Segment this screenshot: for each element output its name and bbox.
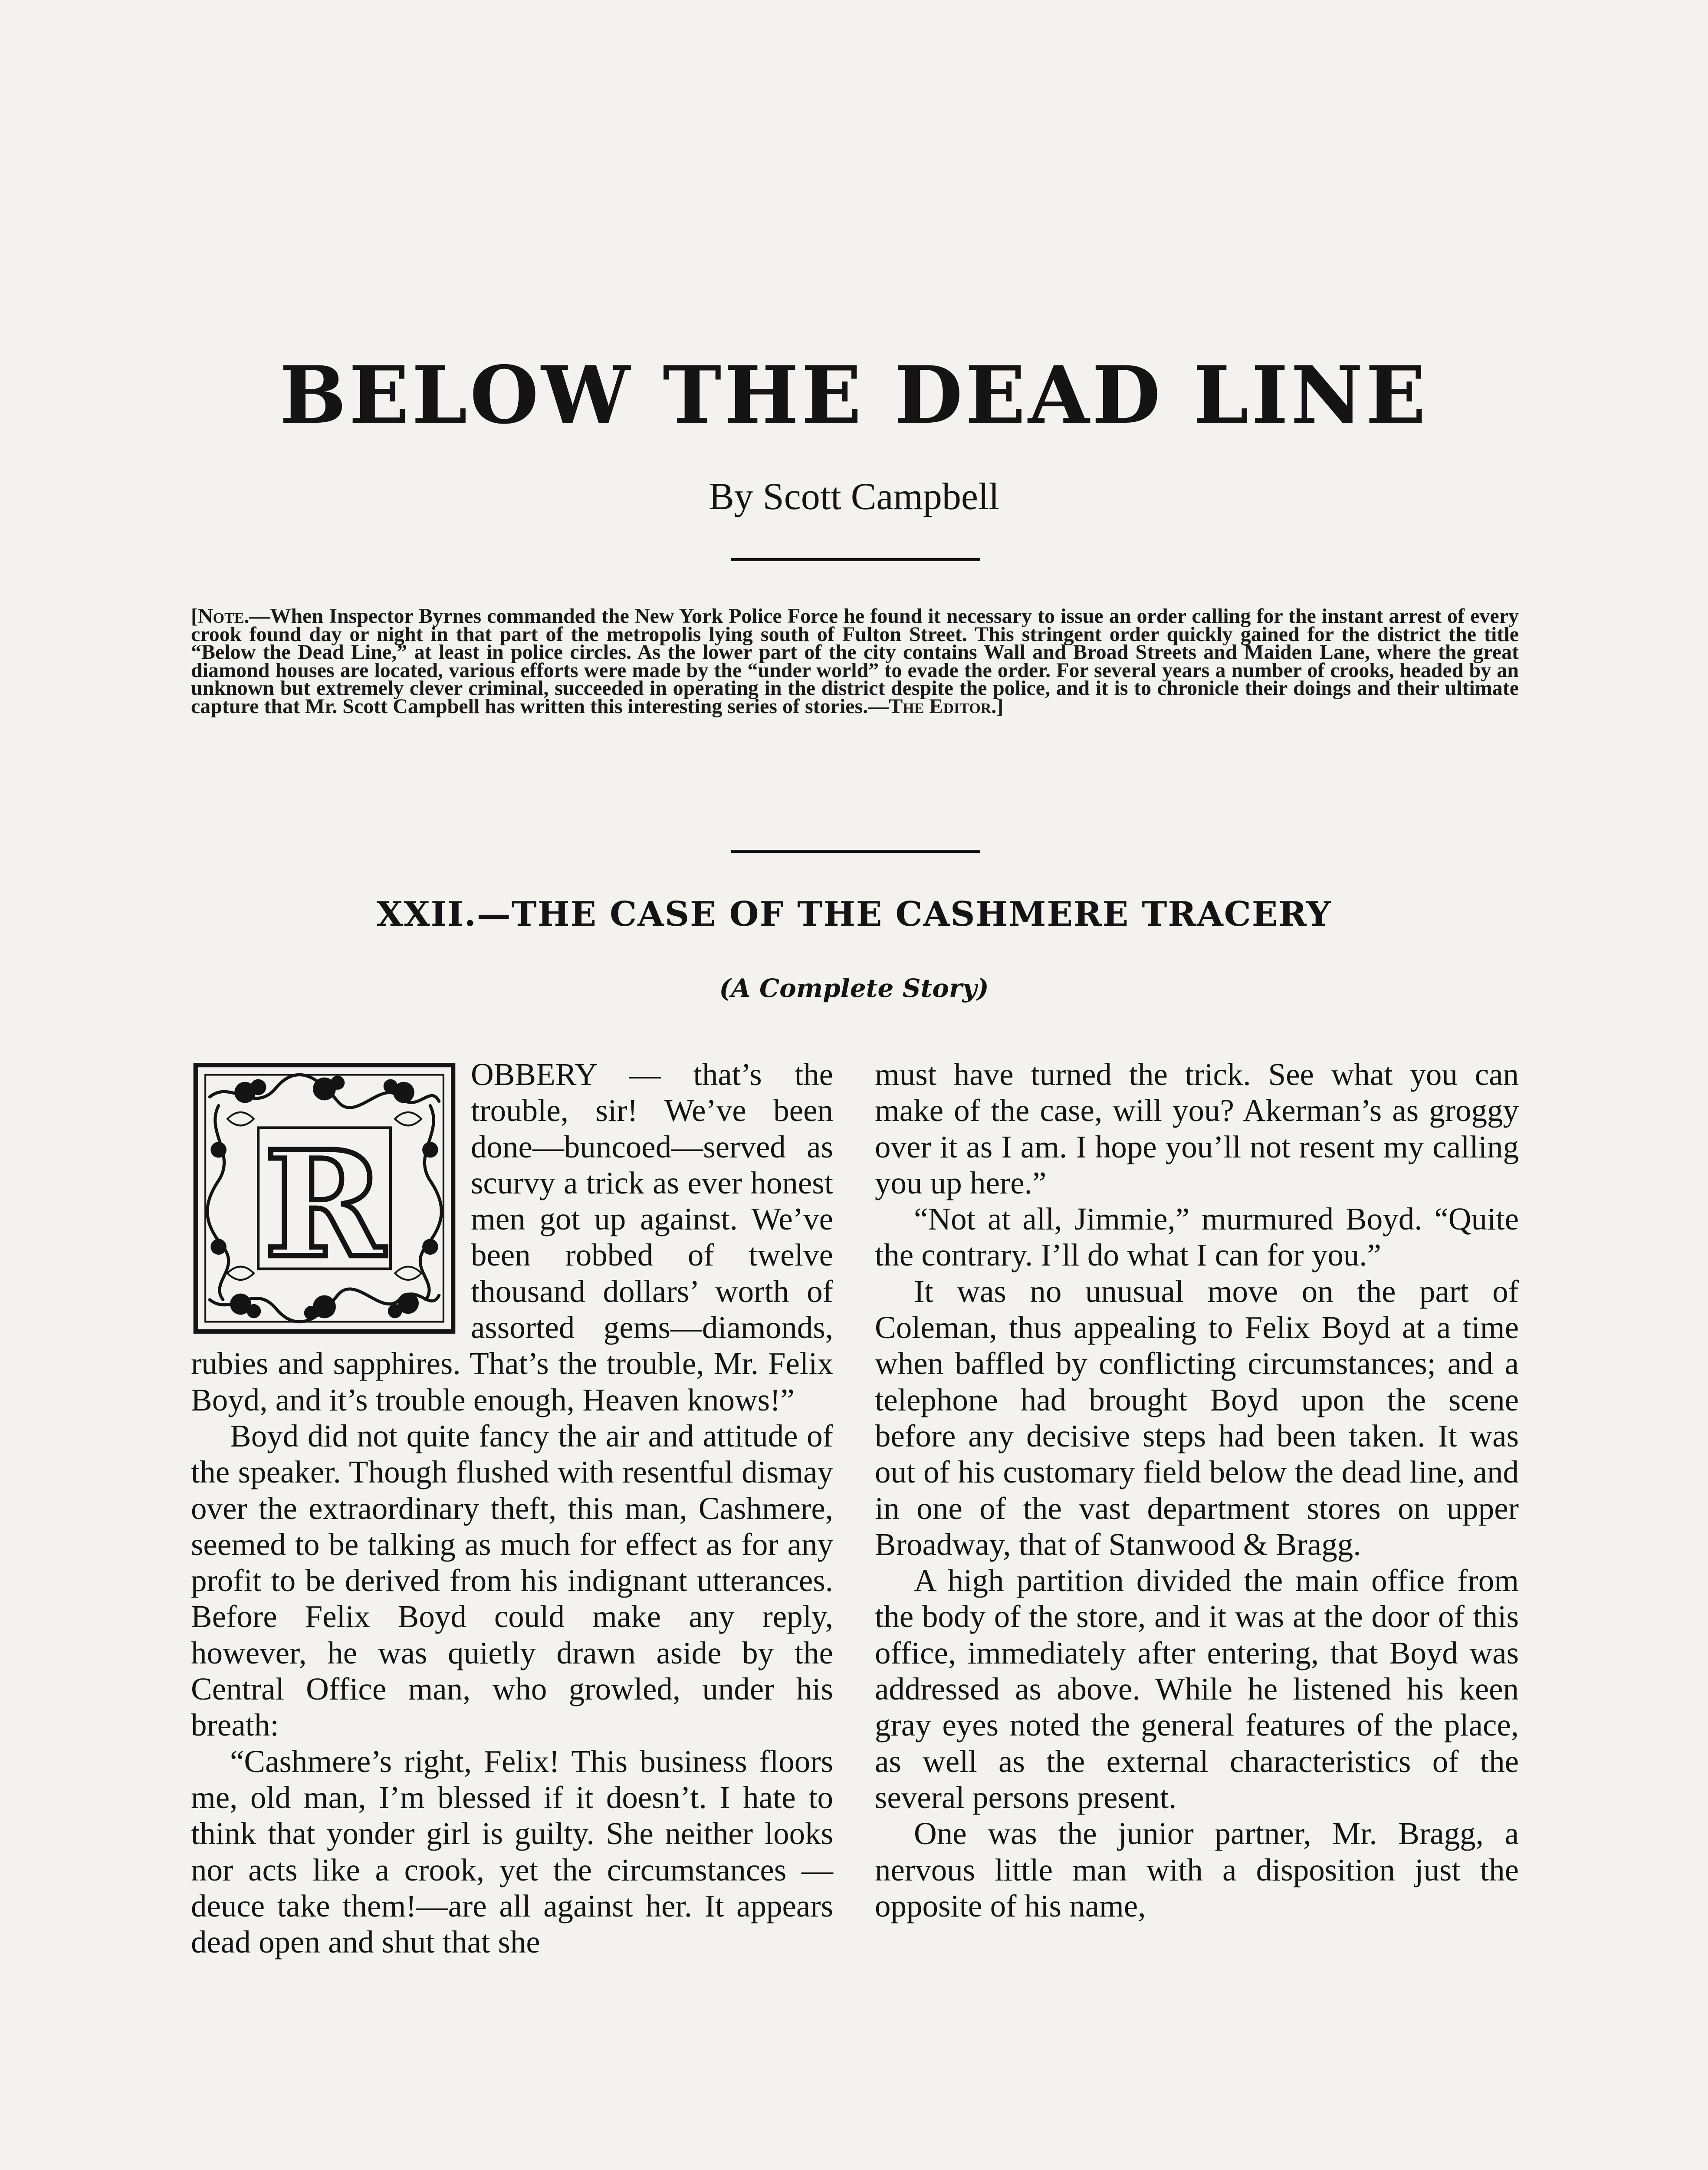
chapter-title: XXII.—THE CASE OF THE CASHMERE TRACERY bbox=[376, 894, 1332, 934]
text-column-right bbox=[875, 1056, 1519, 1924]
chapter-subtitle: (A Complete Story) bbox=[719, 973, 989, 1003]
paragraph: Boyd did not quite fancy the air and attitude of the speaker. Though flushed with resentful dismay over the extraordinary theft, this man, Cashmere, seemed to be talking as much for effect as for any profit to be derived from his indignant utterances. Before Felix Boyd could make any reply, however, he was quietly drawn aside by the Central Office man, who growled, under his breath: bbox=[191, 1418, 833, 1743]
note-open-bracket: [ bbox=[191, 605, 198, 628]
paragraph: “Not at all, Jimmie,” murmured Boyd. “Quite the contrary. I’ll do what I can for you.” bbox=[875, 1201, 1519, 1273]
note-text: —When Inspector Byrnes commanded the New York Police Force he found it necessary to issue an order calling for the instant arrest of every crook found day or night in that part of the metropolis lying south of Fulton Street. This stringent order quickly gained for the district the title “Below the Dead Line,” at least in police circles. As the lower part of the city contains Wall and Broad Streets and Maiden Lane, where the great diamond houses are located, various efforts were made by the “under world” to evade the order. For several years a number of crooks, headed by an unknown but extremely clever criminal, succeeded in operating in the district despite the police, and it is to chronicle their doings and their ultimate capture that Mr. Scott Campbell has written this interesting series of stories.— bbox=[191, 605, 1519, 718]
note-signature: The Editor. bbox=[889, 694, 997, 718]
note-close-bracket: ] bbox=[996, 694, 1004, 718]
paragraph: A high partition divided the main office from the body of the store, and it was at the door of this office, immediately after entering, that Boyd was addressed as above. While he listened his keen gray eyes noted the general features of the place, as well as the external characteristics of the several persons present. bbox=[875, 1563, 1519, 1815]
text-column-left bbox=[191, 1056, 833, 1960]
note-label: Note. bbox=[197, 605, 250, 628]
paragraph: It was no unusual move on the part of Coleman, thus appealing to Felix Boyd at a time when baffled by conflicting circumstances; and a telephone had brought Boyd upon the scene before any decisive steps had been taken. It was out of his customary field below the dead line, and in one of the vast department stores on upper Broadway, that of Stanwood & Bragg. bbox=[875, 1273, 1519, 1562]
paragraph: One was the junior partner, Mr. Bragg, a nervous little man with a disposition just the opposite of his name, bbox=[875, 1816, 1519, 1923]
divider-rule bbox=[731, 850, 980, 853]
divider-rule bbox=[731, 558, 980, 561]
byline: By Scott Campbell bbox=[709, 476, 999, 518]
story-title: BELOW THE DEAD LINE bbox=[279, 349, 1429, 441]
drop-cap-letter: R bbox=[264, 1119, 385, 1291]
paragraph: “Cashmere’s right, Felix! This business floors me, old man, I’m blessed if it doesn’t. I hate to think that yonder girl is guilty. She neither looks nor acts like a crook, yet the circumstances —deuce take them!—are all against her. It appears dead open and shut that she bbox=[191, 1743, 833, 1960]
ornamental-vine-border-icon bbox=[191, 1062, 458, 1335]
paragraph: OBBERY — that’s the trouble, sir! We’ve been done—buncoed—served as scurvy a trick as ever honest men got up against. We’ve been robbed of twelve thousand dollars’ worth of assorted gems—diamonds, rubies and sapphires. That’s the trouble, Mr. Felix Boyd, and it’s trouble enough, Heaven knows!” bbox=[191, 1057, 833, 1417]
editor-note bbox=[191, 607, 1519, 716]
paragraph: must have turned the trick. See what you can make of the case, will you? Akerman’s as groggy over it as I am. I hope you’ll not resent my calling you up here.” bbox=[875, 1057, 1519, 1200]
